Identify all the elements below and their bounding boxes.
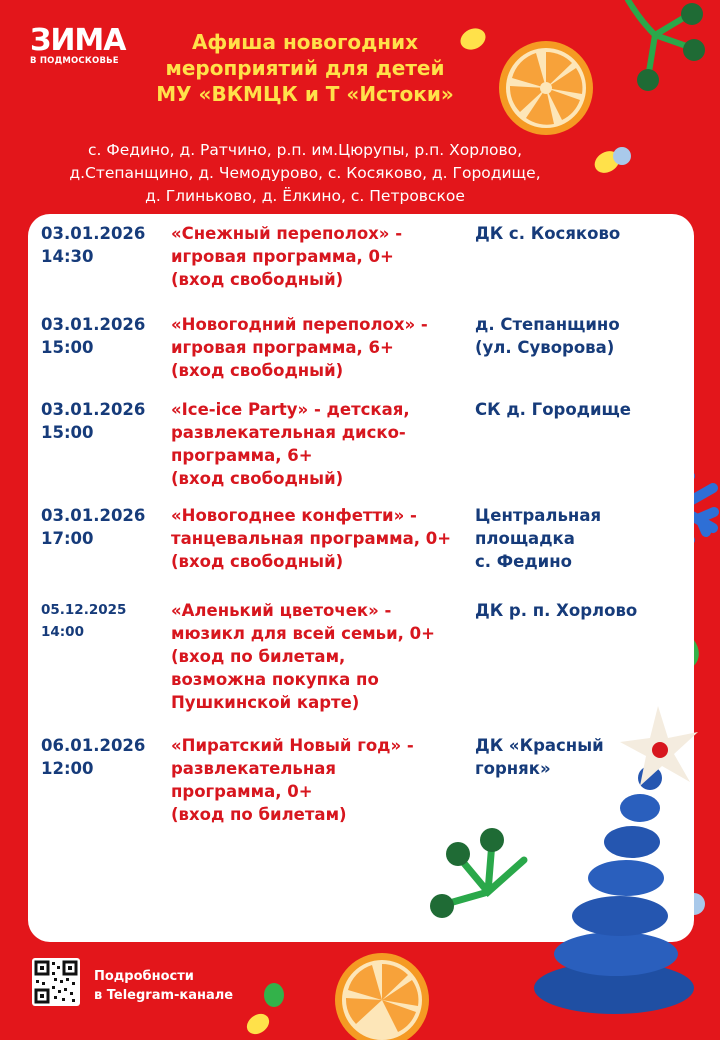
event-place-line: д. Степанщино [475,315,620,334]
event-place-line: площадка [475,529,575,548]
event-time: 17:00 [41,529,94,548]
villages-line-2: д.Степанщино, д. Чемодурово, с. Косяково, д. Городище, [69,164,541,182]
event-title-line: «Новогоднее конфетти» - [171,506,417,525]
event-title-line: игровая программа, 6+ [171,338,394,357]
event-place-line: горняк» [475,759,551,778]
event-title [171,504,466,573]
event-datetime [41,599,126,643]
berry-branch-icon [418,820,528,930]
event-date: 03.01.2026 [41,315,146,334]
telegram-link[interactable] [94,967,233,1005]
event-time: 12:00 [41,759,94,778]
event-date: 03.01.2026 [41,400,146,419]
qr-code-icon[interactable] [32,958,80,1006]
orange-slice-icon [332,950,432,1040]
event-place [475,222,690,245]
christmas-tree-icon [528,702,698,1018]
event-title-line: (вход по билетам) [171,805,347,824]
event-title-line: (вход по билетам, [171,647,346,666]
event-place-line: (ул. Суворова) [475,338,615,357]
event-title-line: игровая программа, 0+ [171,247,394,266]
event-title [171,398,466,490]
event-date: 06.01.2026 [41,736,146,755]
title-line-2: мероприятий для детей [165,56,445,80]
confetti-icon [612,146,632,166]
event-title-line: (вход свободный) [171,270,344,289]
event-title-line: (вход свободный) [171,469,344,488]
event-time: 15:00 [41,423,94,442]
event-title-line: «Снежный переполох» - [171,224,403,243]
berry-branch-icon [600,0,720,100]
logo-subtitle: В ПОДМОСКОВЬЕ [30,56,119,66]
event-place-line: ДК р. п. Хорлово [475,601,638,620]
event-datetime [41,222,145,268]
event-title-line: «Пиратский Новый год» - [171,736,414,755]
footer-line-2: в Telegram-канале [94,988,234,1003]
event-date: 05.12.2025 [41,602,127,618]
event-place-line: ДК «Красный [475,736,604,755]
event-datetime [41,504,145,550]
event-title-line: возможна покупка по [171,670,379,689]
event-title-line: «Аленький цветочек» - [171,601,392,620]
logo-word: ЗИМА [30,23,126,58]
event-place-line: Центральная [475,506,602,525]
villages-list [40,139,570,208]
event-title [171,599,466,714]
event-title-line: программа, 0+ [171,782,313,801]
event-date: 03.01.2026 [41,506,146,525]
event-date: 03.01.2026 [41,224,146,243]
confetti-icon [458,24,488,54]
event-title-line: (вход свободный) [171,552,344,571]
event-title-line: танцевальная программа, 0+ [171,529,452,548]
page-title [150,29,460,107]
event-title-line: «Новогодний переполох» - [171,315,428,334]
event-place [475,599,690,622]
event-title-line: развлекательная диско- [171,423,406,442]
event-title-line: Пушкинской карте) [171,693,360,712]
event-datetime [41,398,145,444]
event-title-line: программа, 6+ [171,446,313,465]
event-time: 14:30 [41,247,94,266]
event-place [475,313,690,359]
villages-line-1: с. Федино, д. Ратчино, р.п. им.Цюрупы, р.п. Хорлово, [87,141,523,159]
event-title-line: (вход свободный) [171,361,344,380]
event-place-line: с. Федино [475,552,572,571]
title-line-1: Афиша новогодних [191,30,419,54]
event-title-line: «Ice-ice Party» - детская, [171,400,410,419]
event-title [171,222,466,291]
confetti-icon [244,1010,272,1038]
event-time: 14:00 [41,624,84,640]
event-datetime [41,734,145,780]
event-datetime [41,313,145,359]
event-title-line: мюзикл для всей семьи, 0+ [171,624,435,643]
footer-line-1: Подробности [94,969,194,984]
confetti-icon [262,982,286,1008]
event-place-line: ДК с. Косяково [475,224,621,243]
villages-line-3: д. Глиньково, д. Ёлкино, с. Петровское [145,187,465,205]
title-line-3: МУ «ВКМЦК и Т «Истоки» [156,82,454,106]
event-title [171,734,466,826]
event-place-line: СК д. Городище [475,400,631,419]
event-place [475,398,690,421]
event-place [475,504,690,573]
orange-slice-icon [496,38,596,138]
brand-logo [30,23,126,66]
event-title [171,313,466,382]
event-title-line: развлекательная [171,759,336,778]
event-time: 15:00 [41,338,94,357]
